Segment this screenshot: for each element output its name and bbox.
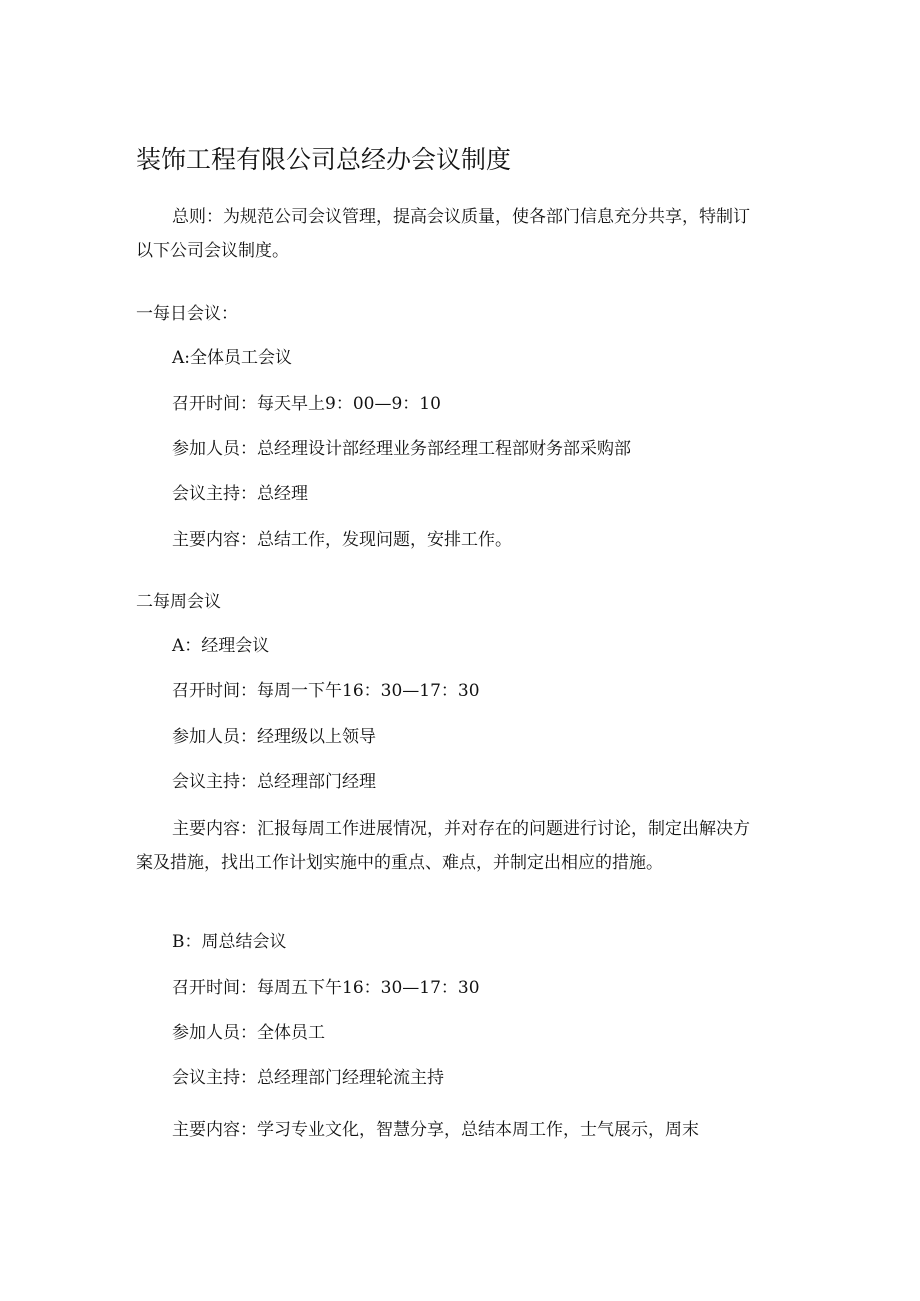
weekly-meeting-b-host: 会议主持：总经理部门经理轮流主持 xyxy=(172,1068,444,1088)
weekly-meeting-b-content: 主要内容：学习专业文化，智慧分享，总结本周工作，士气展示，周末 xyxy=(172,1120,699,1140)
weekly-meeting-a-attendees: 参加人员：经理级以上领导 xyxy=(172,727,376,747)
daily-meeting-attendees: 参加人员：总经理设计部经理业务部经理工程部财务部采购部 xyxy=(172,439,631,459)
weekly-meeting-a-content: 主要内容：汇报每周工作进展情况，并对存在的问题进行讨论，制定出解决方案及措施，找出工作计划实施中的重点、难点，并制定出相应的措施。 xyxy=(136,819,750,873)
intro-paragraph: 总则：为规范公司会议管理，提高会议质量，使各部门信息充分共享，特制订以下公司会议制度。 xyxy=(136,207,750,261)
weekly-meeting-b-attendees: 参加人员：全体员工 xyxy=(172,1023,325,1043)
daily-meeting-host: 会议主持：总经理 xyxy=(172,484,308,504)
section-heading-weekly: 二每周会议 xyxy=(136,592,221,612)
weekly-meeting-b-type: B：周总结会议 xyxy=(172,932,287,952)
weekly-meeting-a-time: 召开时间：每周一下午16：30—17：30 xyxy=(172,681,480,701)
daily-meeting-time: 召开时间：每天早上9：00—9：10 xyxy=(172,394,441,414)
weekly-meeting-b-time: 召开时间：每周五下午16：30—17：30 xyxy=(172,978,480,998)
daily-meeting-type: A:全体员工会议 xyxy=(172,348,293,368)
document-title: 装饰工程有限公司总经办会议制度 xyxy=(136,145,512,174)
weekly-meeting-a-host: 会议主持：总经理部门经理 xyxy=(172,772,376,792)
section-heading-daily: 一每日会议： xyxy=(136,304,238,324)
weekly-meeting-a-type: A：经理会议 xyxy=(172,636,270,656)
daily-meeting-content: 主要内容：总结工作，发现问题，安排工作。 xyxy=(172,530,512,550)
